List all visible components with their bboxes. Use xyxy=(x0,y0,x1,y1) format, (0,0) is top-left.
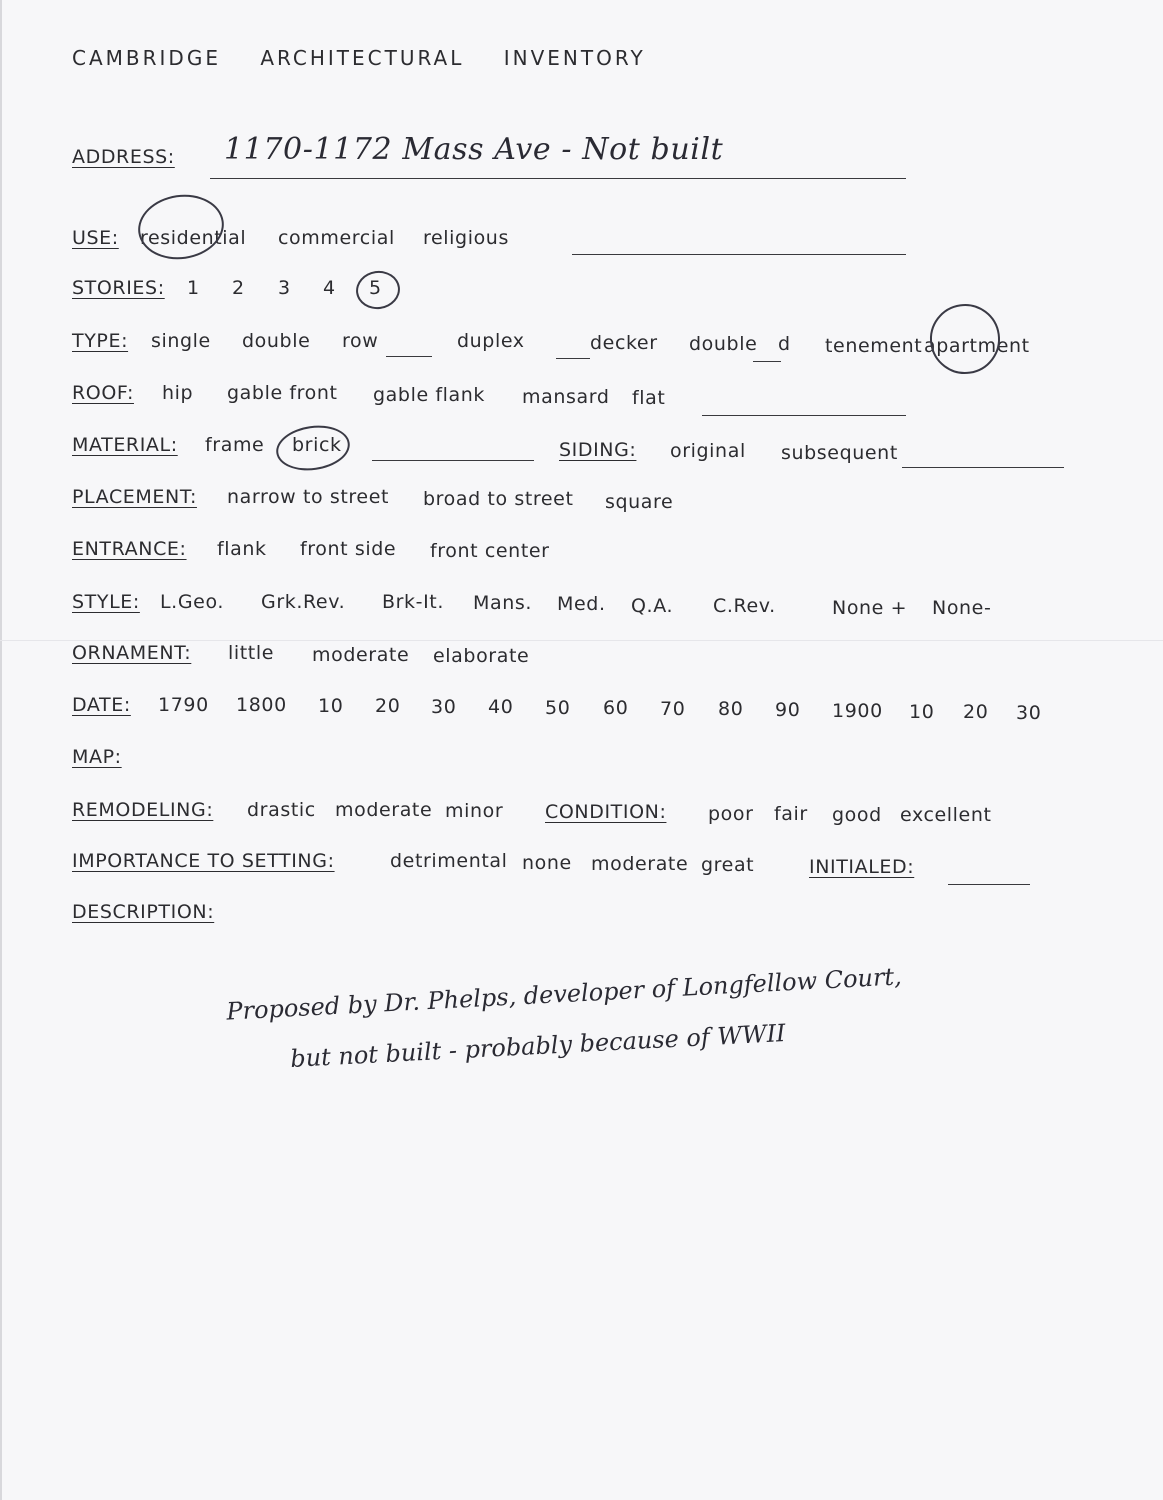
style-option-grk-rev: Grk.Rev. xyxy=(261,591,346,613)
type-option-duplex: duplex xyxy=(457,330,525,352)
style-option-c-rev: C.Rev. xyxy=(713,595,776,617)
type-decker-blank xyxy=(556,358,590,359)
condition-label: CONDITION: xyxy=(545,801,667,823)
title-word-inventory: INVENTORY xyxy=(503,46,646,70)
stories-label: STORIES: xyxy=(72,277,165,299)
entrance-option-flank: flank xyxy=(217,538,267,560)
siding-label: SIDING: xyxy=(559,439,637,461)
condition-option-fair: fair xyxy=(774,803,808,825)
roof-option-flat: flat xyxy=(632,387,666,409)
description-text-line-1: Proposed by Dr. Phelps, developer of Longfellow Court, xyxy=(225,962,903,1026)
date-option-1860: 60 xyxy=(603,697,629,719)
placement-option-square: square xyxy=(605,491,674,513)
style-option-med: Med. xyxy=(557,593,606,615)
type-option-double: double xyxy=(242,330,311,352)
stories-option-3: 3 xyxy=(278,277,291,299)
type-double-d-blank xyxy=(753,361,781,362)
type-row-blank xyxy=(386,356,432,357)
form-title xyxy=(72,46,676,70)
remodeling-option-minor: minor xyxy=(445,800,504,822)
placement-option-broad: broad to street xyxy=(423,488,574,510)
entrance-option-front-side: front side xyxy=(300,538,397,560)
entrance-option-front-center: front center xyxy=(430,540,550,562)
roof-option-gable-front: gable front xyxy=(227,382,338,404)
style-option-none-plus: None + xyxy=(832,597,908,619)
roof-option-gable-flank: gable flank xyxy=(373,384,486,406)
stories-option-2: 2 xyxy=(232,277,245,299)
fold-line xyxy=(0,640,1163,641)
remodeling-option-moderate: moderate xyxy=(335,799,433,821)
address-label: ADDRESS: xyxy=(72,146,175,168)
date-option-1920: 20 xyxy=(963,701,989,723)
style-option-qa: Q.A. xyxy=(631,595,674,617)
ornament-label: ORNAMENT: xyxy=(72,642,192,664)
type-option-tenement: tenement xyxy=(825,335,923,357)
initialed-label: INITIALED: xyxy=(809,856,915,878)
date-option-1820: 20 xyxy=(375,695,401,717)
ornament-option-little: little xyxy=(228,642,275,664)
type-option-row: row xyxy=(342,330,379,352)
date-option-1800: 1800 xyxy=(236,694,287,716)
material-selection-circle xyxy=(273,421,352,475)
importance-option-detrimental: detrimental xyxy=(390,850,508,872)
initialed-line xyxy=(948,884,1030,885)
use-option-residential: residential xyxy=(140,227,247,249)
placement-label: PLACEMENT: xyxy=(72,486,197,508)
map-label: MAP: xyxy=(72,746,122,768)
use-selection-circle xyxy=(134,189,228,264)
stories-selection-circle xyxy=(354,268,403,312)
condition-option-excellent: excellent xyxy=(900,804,992,826)
style-option-l-geo: L.Geo. xyxy=(160,591,224,613)
address-line xyxy=(210,178,906,179)
condition-option-poor: poor xyxy=(708,803,754,825)
description-label: DESCRIPTION: xyxy=(72,901,215,923)
style-option-brk-it: Brk-It. xyxy=(382,591,444,613)
stories-option-5: 5 xyxy=(369,277,382,299)
address-value: 1170-1172 Mass Ave - Not built xyxy=(224,132,724,167)
type-selection-circle xyxy=(925,299,1004,378)
use-option-commercial: commercial xyxy=(278,227,395,249)
stories-option-4: 4 xyxy=(323,277,336,299)
material-label: MATERIAL: xyxy=(72,434,178,456)
entrance-label: ENTRANCE: xyxy=(72,538,187,560)
type-option-apartment: apartment xyxy=(924,335,1030,357)
style-option-mans: Mans. xyxy=(473,592,533,614)
date-label: DATE: xyxy=(72,694,131,716)
roof-option-mansard: mansard xyxy=(522,386,610,408)
date-option-1890: 90 xyxy=(775,699,801,721)
use-label: USE: xyxy=(72,227,119,249)
date-option-1900: 1900 xyxy=(832,700,883,722)
date-option-1850: 50 xyxy=(545,697,571,719)
material-option-brick: brick xyxy=(292,434,342,456)
material-option-frame: frame xyxy=(205,434,265,456)
type-option-d-suffix: d xyxy=(778,333,791,355)
type-option-double-d: double xyxy=(689,333,758,355)
remodeling-option-drastic: drastic xyxy=(247,799,316,821)
importance-option-none: none xyxy=(522,852,572,874)
siding-option-subsequent: subsequent xyxy=(781,442,898,464)
remodeling-label: REMODELING: xyxy=(72,799,214,821)
material-other-line xyxy=(372,460,534,461)
type-option-decker: decker xyxy=(590,332,658,354)
siding-other-line xyxy=(902,467,1064,468)
use-other-line xyxy=(572,254,906,255)
style-option-none-minus: None- xyxy=(932,597,992,619)
importance-option-great: great xyxy=(701,854,755,876)
page-edge xyxy=(0,0,2,1500)
description-text-line-2: but not built - probably because of WWII xyxy=(289,1019,787,1073)
style-label: STYLE: xyxy=(72,591,140,613)
ornament-option-moderate: moderate xyxy=(312,644,410,666)
date-option-1880: 80 xyxy=(718,698,744,720)
roof-label: ROOF: xyxy=(72,382,134,404)
stories-option-1: 1 xyxy=(187,277,200,299)
siding-option-original: original xyxy=(670,440,746,462)
date-option-1840: 40 xyxy=(488,696,514,718)
date-option-1790: 1790 xyxy=(158,694,209,716)
placement-option-narrow: narrow to street xyxy=(227,486,390,508)
date-option-1930: 30 xyxy=(1016,702,1042,724)
importance-option-moderate: moderate xyxy=(591,853,689,875)
roof-option-hip: hip xyxy=(162,382,194,404)
title-word-cambridge: CAMBRIDGE xyxy=(72,46,221,70)
date-option-1910: 10 xyxy=(909,701,935,723)
condition-option-good: good xyxy=(832,804,882,826)
type-option-single: single xyxy=(151,330,211,352)
ornament-option-elaborate: elaborate xyxy=(433,645,530,667)
date-option-1870: 70 xyxy=(660,698,686,720)
title-word-architectural: ARCHITECTURAL xyxy=(260,46,465,70)
type-label: TYPE: xyxy=(72,330,129,352)
importance-label: IMPORTANCE TO SETTING: xyxy=(72,850,335,872)
date-option-1810: 10 xyxy=(318,695,344,717)
use-option-religious: religious xyxy=(423,227,509,249)
date-option-1830: 30 xyxy=(431,696,457,718)
roof-other-line xyxy=(702,415,906,416)
